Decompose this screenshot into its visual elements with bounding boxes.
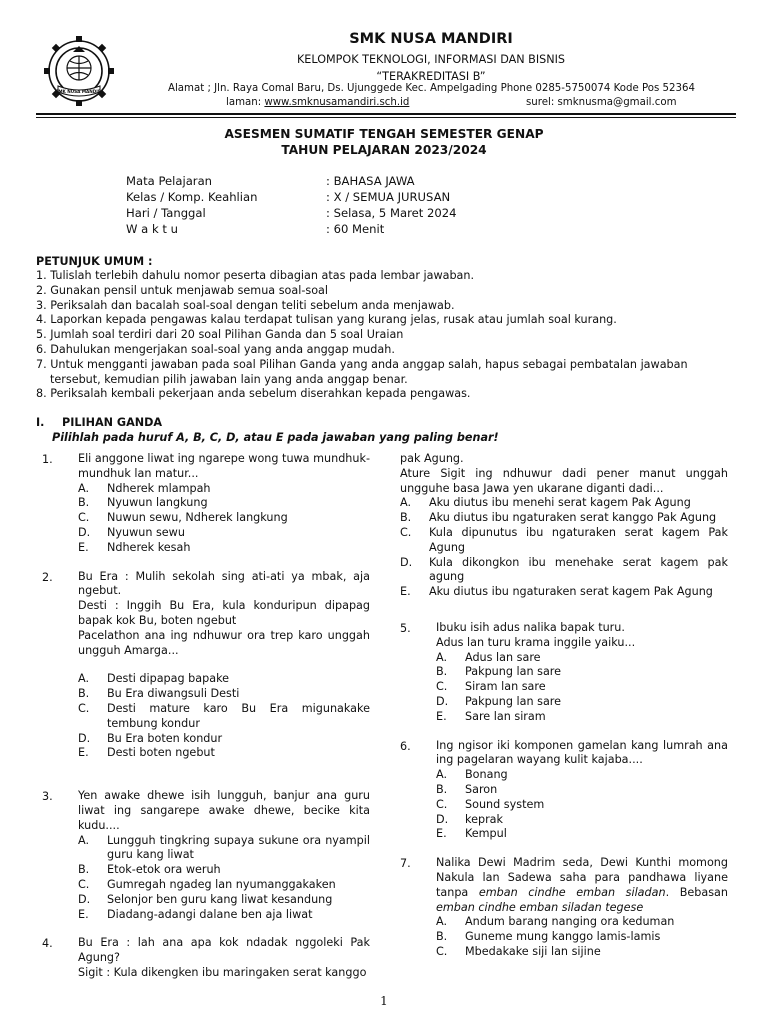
question-4-continuation: Ature Sigit ing ndhuwur dadi pener manut unggah ungguhe basa Jawa yen ukarane diganti dadi... xyxy=(400,466,728,495)
option-letter: C. xyxy=(78,511,90,525)
option-letter: C. xyxy=(436,797,448,811)
option-text: Bu Era diwangsuli Desti xyxy=(107,687,240,701)
question-body xyxy=(78,936,370,980)
option-text: Pakpung lan sare xyxy=(465,694,562,708)
spacer xyxy=(400,600,728,614)
question-number: 2. xyxy=(42,570,53,584)
spacer xyxy=(400,614,728,621)
options-list xyxy=(78,834,370,923)
option xyxy=(78,878,370,893)
option-letter: A. xyxy=(400,496,412,510)
school-email: surel: smknusma@gmail.com xyxy=(526,97,677,108)
info-row xyxy=(126,206,456,222)
question-body xyxy=(436,856,728,960)
option-letter: C. xyxy=(400,525,412,539)
option-letter: B. xyxy=(436,665,448,679)
question-body xyxy=(78,452,370,556)
instructions-title: PETUNJUK UMUM : xyxy=(36,255,153,268)
option-letter: E. xyxy=(78,540,89,554)
info-label: Hari / Tanggal xyxy=(126,206,206,220)
question-number: 4. xyxy=(42,937,53,951)
school-website xyxy=(226,96,409,110)
option-letter: B. xyxy=(400,511,412,525)
option-text: Desti dipapag bapake xyxy=(107,672,230,686)
instruction-item-continuation: tersebut, kemudian pilih jawaban lain yang anda anggap benar. xyxy=(50,372,408,386)
question-number: 1. xyxy=(42,453,53,466)
page-number: 1 xyxy=(380,994,388,1008)
question-number: 6. xyxy=(400,739,411,753)
option xyxy=(78,687,370,702)
option-text: Aku diutus ibu ngaturaken serat kagem Pak Agung xyxy=(429,585,713,599)
option-text: Nyuwun langkung xyxy=(107,496,208,510)
info-value: : X / SEMUA JURUSAN xyxy=(326,190,451,204)
option-letter: D. xyxy=(78,525,91,539)
school-accreditation: “TERAKREDITASI B” xyxy=(376,69,486,83)
question-number: 7. xyxy=(400,857,411,871)
section-heading xyxy=(36,415,736,430)
question-body xyxy=(78,570,370,762)
option-text: Kula dikongkon ibu menehake serat kagem pak agung xyxy=(429,555,728,584)
options-list xyxy=(78,482,370,556)
options-list xyxy=(78,672,370,761)
option-text: Diadang-adangi dalane ben aja liwat xyxy=(107,907,313,921)
option-letter: A. xyxy=(436,650,448,664)
question-5 xyxy=(400,621,728,725)
section-instruction: Pilihlah pada huruf A, B, C, D, atau E pada jawaban yang paling benar! xyxy=(52,431,499,444)
instruction-item: 6. Dahulukan mengerjakan soal-soal yang anda anggap mudah. xyxy=(36,342,395,356)
exam-title-line1: ASESMEN SUMATIF TENGAH SEMESTER GENAP xyxy=(224,127,544,141)
option-text: Bonang xyxy=(465,768,508,782)
instructions-list xyxy=(36,269,732,402)
options-list xyxy=(400,496,728,600)
question-text-part: Nalika Dewi Madrim seda, Dewi Kunthi momong Nakula lan Sadewa saha para pandhawa liyane tanpa xyxy=(436,856,728,899)
exam-info xyxy=(126,174,456,238)
questions-left-column xyxy=(36,452,370,981)
option xyxy=(436,930,728,945)
option-text: Ndherek mlampah xyxy=(107,481,211,495)
school-address: Alamat ; Jln. Raya Comal Baru, Ds. Ujunggede Kec. Ampelgading Phone 0285-5750074 Kode Pos 52364 xyxy=(168,83,695,94)
website-link[interactable]: www.smknusamandiri.sch.id xyxy=(264,97,410,108)
letterhead-divider-thick xyxy=(36,113,736,115)
school-group: KELOMPOK TEKNOLOGI, INFORMASI DAN BISNIS xyxy=(296,52,566,66)
option-text: Gumregah ngadeg lan nyumanggakaken xyxy=(107,877,336,891)
info-label: Mata Pelajaran xyxy=(126,174,213,188)
option xyxy=(78,702,370,732)
info-value: : BAHASA JAWA xyxy=(326,174,415,188)
option-letter: B. xyxy=(78,863,90,877)
question-1 xyxy=(36,452,370,556)
spacer xyxy=(400,725,728,739)
question-text: Bu Era : lah ana apa kok ndadak nggoleki Pak Agung? xyxy=(78,936,370,965)
option xyxy=(400,556,728,586)
option-letter: A. xyxy=(78,672,90,686)
option-letter: D. xyxy=(400,555,413,569)
instruction-item: 2. Gunakan pensil untuk menjawab semua soal-soal xyxy=(36,283,329,297)
option-letter: C. xyxy=(436,680,448,694)
letterhead xyxy=(36,30,736,112)
option-letter: E. xyxy=(436,709,447,723)
option xyxy=(78,541,370,556)
option-text: Lungguh tingkring supaya sukune ora nyampil guru kang liwat xyxy=(107,833,370,862)
option xyxy=(78,893,370,908)
option xyxy=(436,783,728,798)
question-text: Yen awake dhewe isih lungguh, banjur ana guru liwat ing sangarepe awake dhewe, becike kita kudu.... xyxy=(78,789,370,832)
option-text: Saron xyxy=(465,782,498,796)
option-text: Nyuwun sewu xyxy=(107,525,185,539)
option xyxy=(436,915,728,930)
instruction-item-7 xyxy=(36,358,732,388)
question-text: Sigit : Kula dikengken ibu maringaken serat kanggo xyxy=(78,965,367,979)
section-title: PILIHAN GANDA xyxy=(62,416,163,429)
option-text: Ndherek kesah xyxy=(107,540,191,554)
option xyxy=(436,695,728,710)
option-letter: E. xyxy=(78,746,89,760)
option xyxy=(400,496,728,511)
info-label: W a k t u xyxy=(126,222,178,236)
option-text: Aku diutus ibu ngaturaken serat kanggo Pak Agung xyxy=(429,511,717,525)
question-text: Pacelathon ana ing ndhuwur ora trep karo unggah ungguh Amarga... xyxy=(78,628,370,657)
question-number: 5. xyxy=(400,621,411,635)
option xyxy=(436,651,728,666)
option xyxy=(436,827,728,842)
option-letter: E. xyxy=(78,907,89,921)
option xyxy=(436,710,728,725)
option xyxy=(400,585,728,600)
exam-title xyxy=(0,126,768,159)
exam-title-line2: TAHUN PELAJARAN 2023/2024 xyxy=(281,143,487,158)
options-list xyxy=(436,915,728,959)
question-text xyxy=(436,856,728,915)
option-text: Nuwun sewu, Ndherek langkung xyxy=(107,511,288,525)
option xyxy=(78,732,370,747)
option-letter: B. xyxy=(436,782,448,796)
info-row xyxy=(126,222,456,238)
question-4-continuation: pak Agung. xyxy=(400,452,464,465)
logo-text: SMK NUSA MANDIRI xyxy=(55,89,103,94)
option-text: Siram lan sare xyxy=(465,680,546,694)
question-body xyxy=(78,789,370,922)
option xyxy=(400,526,728,556)
option-letter: B. xyxy=(78,496,90,510)
option-letter: A. xyxy=(436,915,448,929)
info-value: : 60 Menit xyxy=(326,222,385,236)
school-name: SMK NUSA MANDIRI xyxy=(349,31,513,47)
option xyxy=(78,746,370,761)
spacer xyxy=(36,922,370,936)
options-list xyxy=(436,768,728,842)
option xyxy=(436,768,728,783)
question-text-part: . Bebasan xyxy=(665,885,728,899)
question-text: Desti : Inggih Bu Era, kula konduripun dipapag bapak kok Bu, boten ngebut xyxy=(78,599,370,627)
option-text: Mbedakake siji lan sijine xyxy=(465,944,601,958)
section-multiple-choice xyxy=(36,415,736,445)
option-letter: B. xyxy=(436,930,448,944)
question-text-italic: emban cindhe emban siladan xyxy=(478,885,666,899)
options-list xyxy=(436,651,728,725)
option xyxy=(78,908,370,923)
spacer xyxy=(36,761,370,775)
letterhead-divider-thin xyxy=(36,117,736,118)
option-text: Adus lan sare xyxy=(465,650,541,664)
option-text: Etok-etok ora weruh xyxy=(107,863,221,877)
option-letter: B. xyxy=(78,687,90,701)
question-body xyxy=(436,739,728,843)
instruction-item: 7. Untuk mengganti jawaban pada soal Pilihan Ganda yang anda anggap salah, hapus sebagai pembatalan jawaban xyxy=(36,357,688,371)
option-letter: D. xyxy=(78,892,91,906)
option-letter: A. xyxy=(436,768,448,782)
option-text: Kula dipunutus ibu ngaturaken serat kagem Pak Agung xyxy=(429,525,728,554)
question-7 xyxy=(400,856,728,960)
option-text: Bu Era boten kondur xyxy=(107,731,223,745)
option xyxy=(78,834,370,864)
info-row xyxy=(126,190,456,206)
option-letter: D. xyxy=(436,812,449,826)
question-text: Adus lan turu krama inggile yaiku... xyxy=(436,635,636,649)
option xyxy=(436,680,728,695)
question-number: 3. xyxy=(42,790,53,804)
question-text-italic: emban cindhe emban siladan tegese xyxy=(436,900,644,914)
option-text: Pakpung lan sare xyxy=(465,665,562,679)
option xyxy=(78,482,370,497)
option xyxy=(78,863,370,878)
option-letter: C. xyxy=(436,944,448,958)
option-letter: C. xyxy=(78,701,90,715)
option-text: keprak xyxy=(465,812,503,826)
info-label: Kelas / Komp. Keahlian xyxy=(126,190,258,204)
spacer xyxy=(400,842,728,856)
question-text: Ibuku isih adus nalika bapak turu. xyxy=(436,620,625,634)
option-letter: E. xyxy=(436,827,447,841)
section-number: I. xyxy=(36,416,45,429)
website-label: laman: xyxy=(226,97,262,108)
option-text: Sound system xyxy=(465,797,545,811)
instruction-item: 5. Jumlah soal terdiri dari 20 soal Pilihan Ganda dan 5 soal Uraian xyxy=(36,328,404,342)
option xyxy=(436,813,728,828)
spacer xyxy=(78,658,370,672)
option xyxy=(436,798,728,813)
question-2 xyxy=(36,570,370,762)
option xyxy=(78,672,370,687)
school-logo xyxy=(40,34,118,108)
option xyxy=(78,496,370,511)
option xyxy=(400,511,728,526)
spacer xyxy=(36,556,370,570)
spacer xyxy=(36,775,370,789)
option-text: Sare lan siram xyxy=(465,709,546,723)
option-text: Guneme mung kanggo lamis-lamis xyxy=(465,930,661,944)
instruction-item: 4. Laporkan kepada pengawas kalau terdapat tulisan yang kurang jelas, rusak atau jumlah soal kurang. xyxy=(36,313,617,327)
question-3 xyxy=(36,789,370,922)
option-letter: E. xyxy=(400,585,411,599)
option xyxy=(436,945,728,960)
question-4 xyxy=(36,936,370,980)
instruction-item: 1. Tulislah terlebih dahulu nomor peserta dibagian atas pada lembar jawaban. xyxy=(36,269,475,282)
option-text: Desti mature karo Bu Era migunakake tembung kondur xyxy=(107,701,370,730)
option-text: Andum barang nanging ora keduman xyxy=(465,915,675,929)
option-text: Aku diutus ibu menehi serat kagem Pak Agung xyxy=(429,496,691,510)
letterhead-text xyxy=(126,30,736,84)
info-row xyxy=(126,174,456,190)
question-text: Ing ngisor iki komponen gamelan kang lumrah ana ing pagelaran wayang kulit kajaba.... xyxy=(436,738,728,767)
option-text: Desti boten ngebut xyxy=(107,746,215,760)
option-letter: A. xyxy=(78,833,90,847)
option-letter: D. xyxy=(78,731,91,745)
question-6 xyxy=(400,739,728,843)
option-text: Kempul xyxy=(465,827,507,841)
option-letter: D. xyxy=(436,694,449,708)
option xyxy=(78,526,370,541)
question-body xyxy=(436,621,728,725)
question-text: Eli anggone liwat ing ngarepe wong tuwa mundhuk-mundhuk lan matur... xyxy=(78,452,370,480)
info-value: : Selasa, 5 Maret 2024 xyxy=(326,206,457,220)
instruction-item: 3. Periksalah dan bacalah soal-soal dengan teliti sebelum anda menjawab. xyxy=(36,298,455,312)
option-letter: C. xyxy=(78,877,90,891)
option-letter: A. xyxy=(78,481,90,495)
option xyxy=(436,665,728,680)
instruction-item: 8. Periksalah kembali pekerjaan anda sebelum diserahkan kepada pengawas. xyxy=(36,387,471,401)
questions-right-column xyxy=(400,452,728,960)
option-text: Selonjor ben guru kang liwat kesandung xyxy=(107,892,333,906)
question-text: Bu Era : Mulih sekolah sing ati-ati ya mbak, aja ngebut. xyxy=(78,569,370,598)
option xyxy=(78,511,370,526)
general-instructions xyxy=(36,254,732,402)
